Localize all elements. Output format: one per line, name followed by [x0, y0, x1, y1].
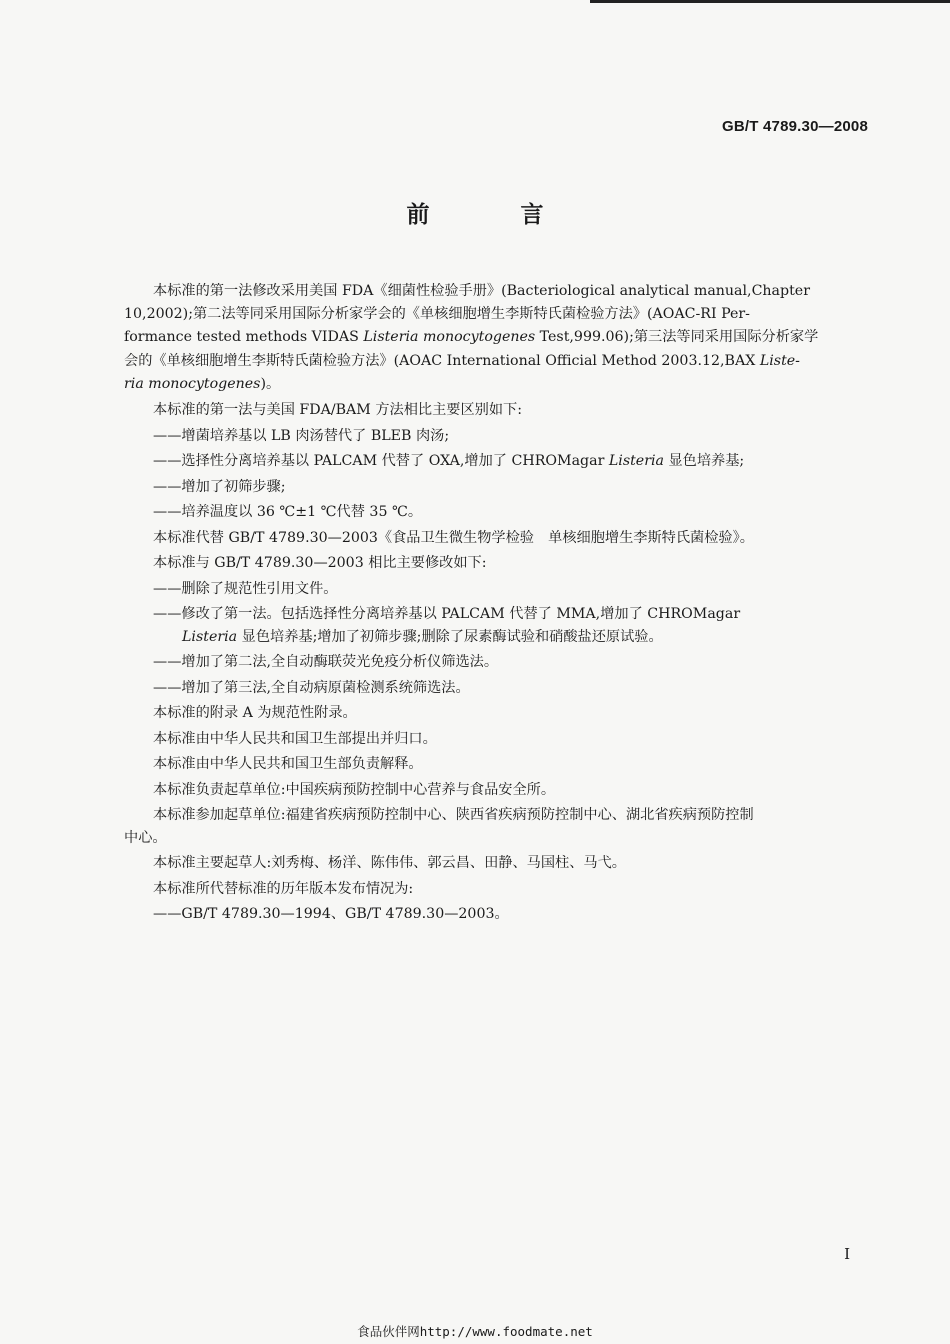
- drafters-line: 本标准参加起草单位:福建省疾病预防控制中心、陕西省疾病预防控制中心、湖北省疾病预防控制: [153, 807, 754, 824]
- intro-line: [124, 326, 864, 349]
- intro-text: Test,999.06);第三法等同采用国际分析家学: [535, 329, 819, 346]
- footer-watermark: 食品伙伴网http://www.foodmate.net: [357, 1324, 593, 1339]
- replaces-statement: 本标准代替 GB/T 4789.30—2003《食品卫生微生物学检验 单核细胞增生李斯特氏菌检验》。: [153, 529, 754, 546]
- annex-statement: 本标准的附录 A 为规范性附录。: [153, 705, 357, 722]
- intro-italic: ria monocytogenes: [124, 375, 261, 392]
- history-heading: 本标准所代替标准的历年版本发布情况为:: [153, 880, 414, 897]
- page-number: I: [844, 1245, 850, 1263]
- participating-drafters: [124, 804, 864, 849]
- intro-italic: Liste-: [759, 352, 800, 369]
- diff1-item: [124, 450, 864, 473]
- intro-line: [124, 350, 864, 373]
- intro-paragraph: [124, 280, 864, 396]
- item-text: ——修改了第一法。包括选择性分离培养基以 PALCAM 代替了 MMA,增加了 CHROMagar: [153, 606, 741, 623]
- diff2-item: [124, 603, 864, 648]
- standard-number: GB/T 4789.30—2008: [722, 118, 868, 135]
- diff1-item: ——增菌培养基以 LB 肉汤替代了 BLEB 肉汤;: [153, 427, 450, 444]
- item-text: 显色培养基;增加了初筛步骤;删除了尿素酶试验和硝酸盐还原试验。: [237, 628, 663, 645]
- intro-line: 本标准的第一法修改采用美国 FDA《细菌性检验手册》(Bacteriological analytical manual,Chapter: [153, 283, 810, 299]
- page-title: 前 言: [406, 202, 578, 228]
- main-drafters: 本标准主要起草人:刘秀梅、杨洋、陈伟伟、郭云昌、田静、马国柱、马弋。: [153, 855, 626, 872]
- intro-text: )。: [260, 375, 281, 392]
- diff1-item: ——培养温度以 36 ℃±1 ℃代替 35 ℃。: [153, 504, 423, 521]
- diff1-item: ——增加了初筛步骤;: [153, 478, 286, 495]
- top-rule: [590, 0, 950, 3]
- diff2-heading: 本标准与 GB/T 4789.30—2003 相比主要修改如下:: [153, 555, 487, 572]
- item-italic: Listeria: [608, 453, 664, 470]
- item-continuation: [124, 626, 864, 649]
- diff2-item: ——增加了第二法,全自动酶联荧光免疫分析仪筛选法。: [153, 654, 499, 671]
- drafters-line: 中心。: [124, 829, 167, 846]
- item-text: 显色培养基;: [663, 453, 745, 470]
- diff2-item: ——增加了第三法,全自动病原菌检测系统筛选法。: [153, 679, 470, 696]
- diff2-item: ——删除了规范性引用文件。: [153, 580, 338, 597]
- intro-text: formance tested methods VIDAS: [124, 329, 364, 346]
- item-italic: Listeria: [182, 628, 238, 645]
- intro-line: [124, 373, 864, 396]
- item-text: ——选择性分离培养基以 PALCAM 代替了 OXA,增加了 CHROMagar: [153, 453, 609, 470]
- intro-italic: Listeria monocytogenes: [363, 329, 536, 346]
- diff1-heading: 本标准的第一法与美国 FDA/BAM 方法相比主要区别如下:: [153, 402, 522, 419]
- history-item: ——GB/T 4789.30—1994、GB/T 4789.30—2003。: [153, 906, 509, 923]
- intro-text: 会的《单核细胞增生李斯特氏菌检验方法》(AOAC International Official Method 2003.12,BAX: [124, 352, 760, 369]
- lead-drafter-statement: 本标准负责起草单位:中国疾病预防控制中心营养与食品安全所。: [153, 781, 556, 798]
- document-body: [124, 280, 864, 929]
- interpret-statement: 本标准由中华人民共和国卫生部负责解释。: [153, 756, 423, 773]
- intro-line: 10,2002);第二法等同采用国际分析家学会的《单核细胞增生李斯特氏菌检验方法》(AOAC-RI Per-: [124, 306, 750, 323]
- proposed-statement: 本标准由中华人民共和国卫生部提出并归口。: [153, 730, 437, 747]
